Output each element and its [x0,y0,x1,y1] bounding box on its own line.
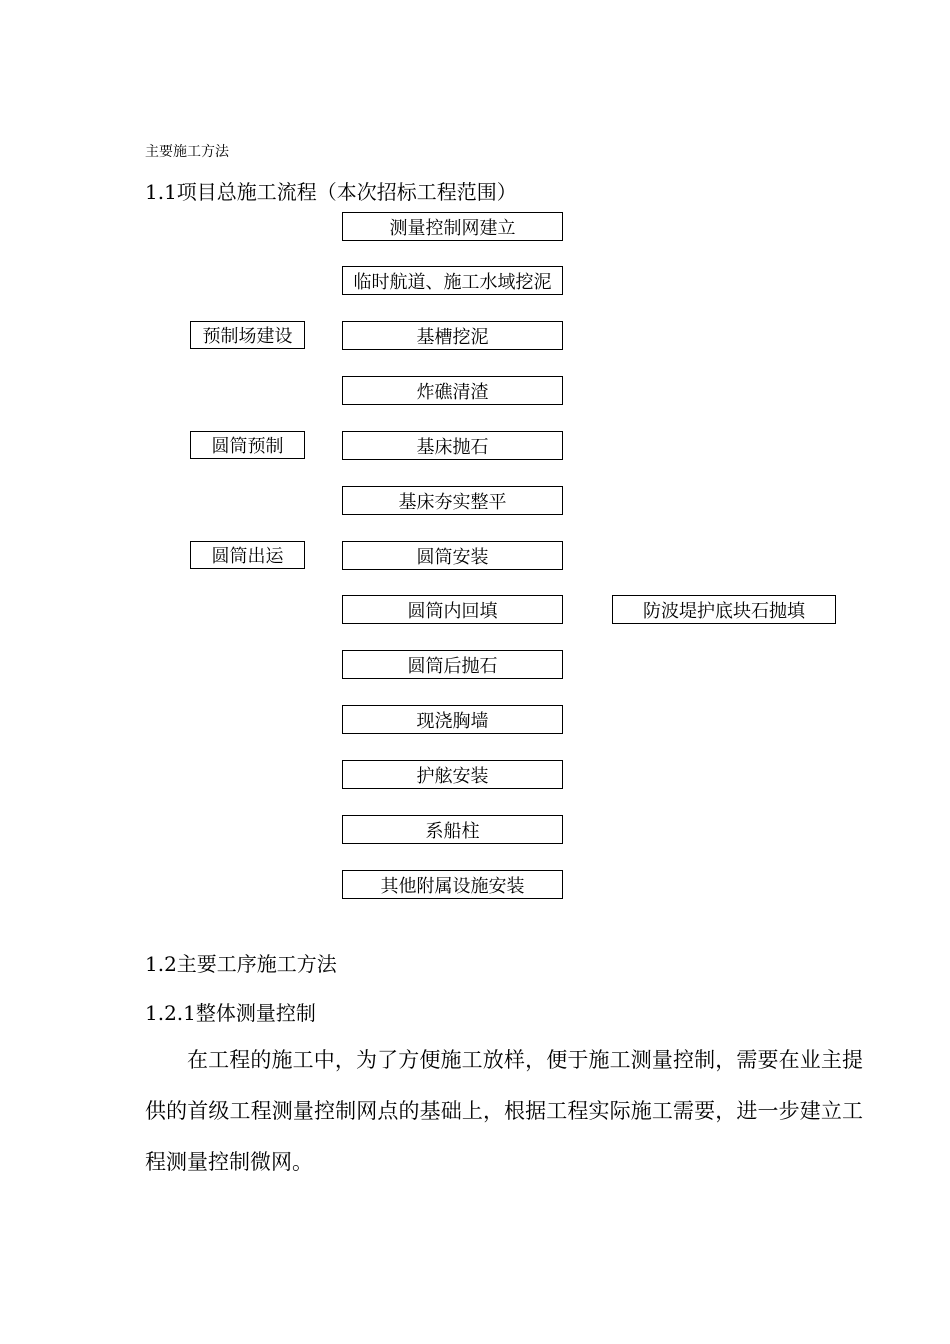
flow-side-step: 圆筒出运 [190,541,305,569]
flow-step: 护舷安装 [342,760,563,789]
flow-side-step: 预制场建设 [190,321,305,349]
flow-side-step: 圆筒预制 [190,431,305,459]
flow-step: 炸礁清渣 [342,376,563,405]
flow-right-step: 防波堤护底块石抛填 [612,595,836,624]
flow-step: 其他附属设施安装 [342,870,563,899]
section-1-2-1-title: 1.2.1整体测量控制 [145,1001,316,1025]
flow-step: 临时航道、施工水域挖泥 [342,266,563,295]
document-heading: 主要施工方法 [145,144,229,160]
section-1-2-title: 1.2主要工序施工方法 [145,952,337,976]
flow-step: 圆筒安装 [342,541,563,570]
flow-step: 现浇胸墙 [342,705,563,734]
body-paragraph: 在工程的施工中，为了方便施工放样，便于施工测量控制，需要在业主提供的首级工程测量控制网点的基础上，根据工程实际施工需要，进一步建立工程测量控制微网。 [145,1048,863,1174]
flow-step: 圆筒后抛石 [342,650,563,679]
flow-step: 基床夯实整平 [342,486,563,515]
section-1-1-title: 1.1项目总施工流程（本次招标工程范围） [145,180,517,204]
flow-step: 圆筒内回填 [342,595,563,624]
flow-step: 测量控制网建立 [342,212,563,241]
flow-step: 基床抛石 [342,431,563,460]
flow-step: 系船柱 [342,815,563,844]
flow-step: 基槽挖泥 [342,321,563,350]
